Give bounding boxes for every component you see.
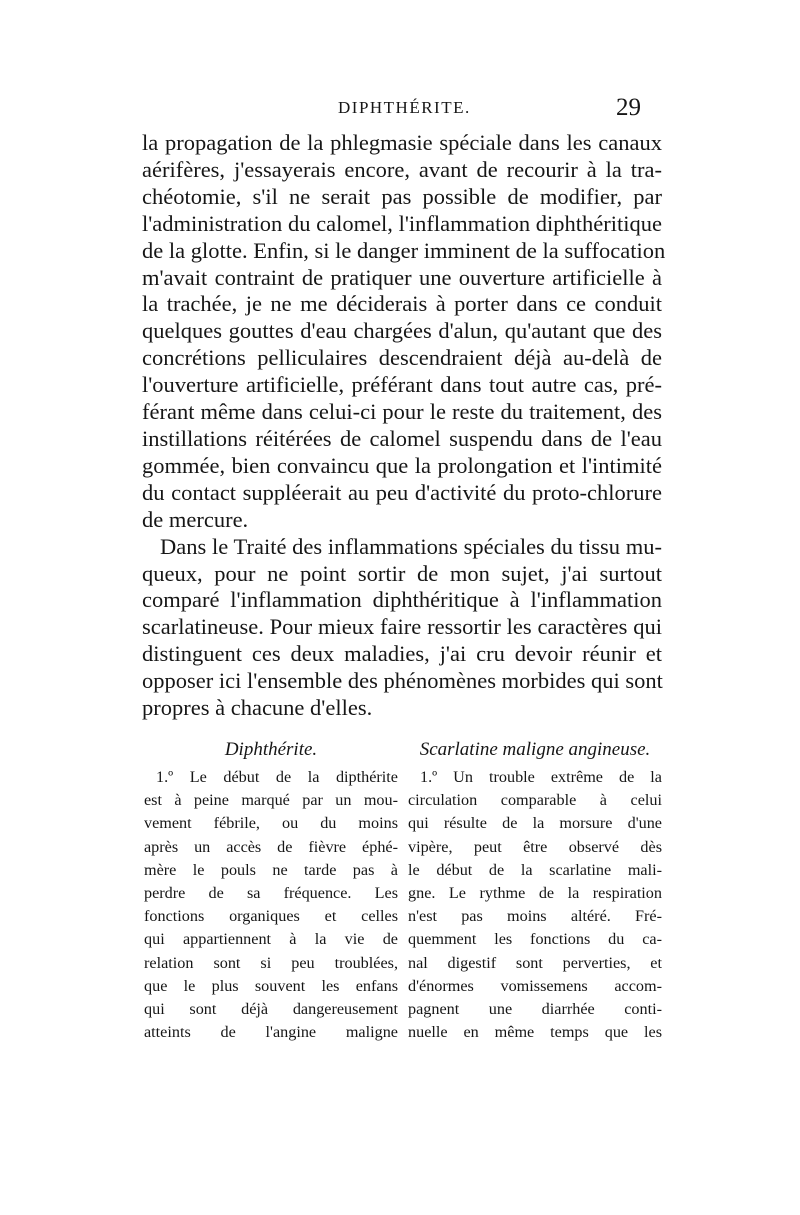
column-line: mère le pouls ne tarde pas à bbox=[144, 860, 398, 879]
column-line: circulation comparable à celui bbox=[408, 791, 662, 810]
text-line: de mercure. bbox=[142, 506, 249, 532]
column-heading-diphtherite: Diphthérite. bbox=[224, 739, 318, 760]
text-line: chéotomie, s'il ne serait pas possible de modifier, par bbox=[142, 183, 662, 209]
comparison-columns bbox=[142, 736, 662, 1046]
column-line: le début de la scarlatine mali- bbox=[408, 860, 662, 879]
text-line: la trachée, je ne me déciderais à porter dans ce conduit bbox=[142, 291, 662, 317]
column-line: vipère, peut être observé dès bbox=[408, 837, 662, 856]
column-body-diphtherite bbox=[144, 766, 398, 1044]
text-line: gommée, bien convaincu que la prolongation et l'intimité bbox=[142, 452, 662, 478]
column-diphtherite bbox=[144, 736, 398, 1044]
column-heading-scarlatine: Scarlatine maligne angineuse. bbox=[419, 739, 651, 760]
running-title: DIPHTHÉRITE. bbox=[338, 98, 471, 117]
column-line: d'énormes vomissemens accom- bbox=[408, 976, 662, 995]
text-line: férant même dans celui-ci pour le reste du traitement, des bbox=[142, 399, 662, 425]
column-line: 1.º Un trouble extrême de la bbox=[420, 768, 662, 786]
paragraph-2 bbox=[142, 534, 662, 722]
column-line: qui sont déjà dangereusement bbox=[144, 1000, 398, 1019]
column-line: relation sont si peu troublées, bbox=[144, 953, 398, 972]
column-line: perdre de sa fréquence. Les bbox=[144, 884, 398, 903]
column-line: fonctions organiques et celles bbox=[144, 907, 398, 926]
text-line: quelques gouttes d'eau chargées d'alun, qu'autant que des bbox=[142, 318, 662, 344]
column-line: est à peine marqué par un mou- bbox=[144, 791, 398, 810]
column-line: quemment les fonctions du ca- bbox=[408, 930, 662, 949]
column-line: que le plus souvent les enfans bbox=[144, 976, 398, 995]
column-line: gne. Le rythme de la respiration bbox=[408, 884, 662, 903]
text-line: concrétions pelliculaires descendraient déjà au-delà de bbox=[142, 345, 662, 371]
text-line: aérifères, j'essayerais encore, avant de recourir à la tra- bbox=[142, 156, 662, 182]
text-line: propres à chacune d'elles. bbox=[142, 695, 373, 721]
column-scarlatine bbox=[408, 736, 662, 1044]
main-text bbox=[142, 130, 666, 722]
column-line: qui résulte de la morsure d'une bbox=[408, 814, 662, 833]
column-line: 1.º Le début de la dipthérite bbox=[156, 768, 398, 786]
text-line: m'avait contraint de pratiquer une ouverture artificielle à bbox=[142, 264, 662, 290]
column-line: qui appartiennent à la vie de bbox=[144, 930, 398, 949]
column-line: n'est pas moins altéré. Fré- bbox=[408, 907, 662, 926]
text-line: du contact suppléerait au peu d'activité du proto-chlorure bbox=[142, 479, 662, 505]
column-line: atteints de l'angine maligne bbox=[144, 1023, 398, 1042]
running-head bbox=[0, 94, 800, 124]
column-body-scarlatine bbox=[408, 766, 662, 1044]
text-line: la propagation de la phlegmasie spéciale dans les canaux bbox=[142, 130, 662, 155]
text-line: Dans le Traité des inflammations spéciales du tissu mu- bbox=[160, 533, 662, 559]
column-line: nal digestif sont perverties, et bbox=[408, 953, 662, 972]
page-number: 29 bbox=[616, 94, 641, 121]
text-line: l'ouverture artificielle, préférant dans tout autre cas, pré- bbox=[142, 372, 662, 398]
column-line: vement fébrile, ou du moins bbox=[144, 814, 398, 833]
text-line: distinguent ces deux maladies, j'ai cru devoir réunir et bbox=[142, 641, 662, 667]
text-line: scarlatineuse. Pour mieux faire ressortir les caractères qui bbox=[142, 614, 662, 640]
column-line: après un accès de fièvre éphé- bbox=[144, 837, 398, 856]
paragraph-1 bbox=[142, 130, 666, 534]
column-line: nuelle en même temps que les bbox=[408, 1023, 662, 1042]
text-line: queux, pour ne point sortir de mon sujet, j'ai surtout bbox=[142, 560, 662, 586]
text-line: instillations réitérées de calomel suspendu dans de l'eau bbox=[142, 425, 662, 451]
text-line: l'administration du calomel, l'inflammation diphthéritique bbox=[142, 210, 662, 236]
column-line: pagnent une diarrhée conti- bbox=[408, 1000, 662, 1019]
text-line: de la glotte. Enfin, si le danger imminent de la suffocation bbox=[142, 237, 666, 263]
text-line: comparé l'inflammation diphthéritique à l'inflammation bbox=[142, 587, 662, 613]
text-line: opposer ici l'ensemble des phénomènes morbides qui sont bbox=[142, 668, 663, 694]
